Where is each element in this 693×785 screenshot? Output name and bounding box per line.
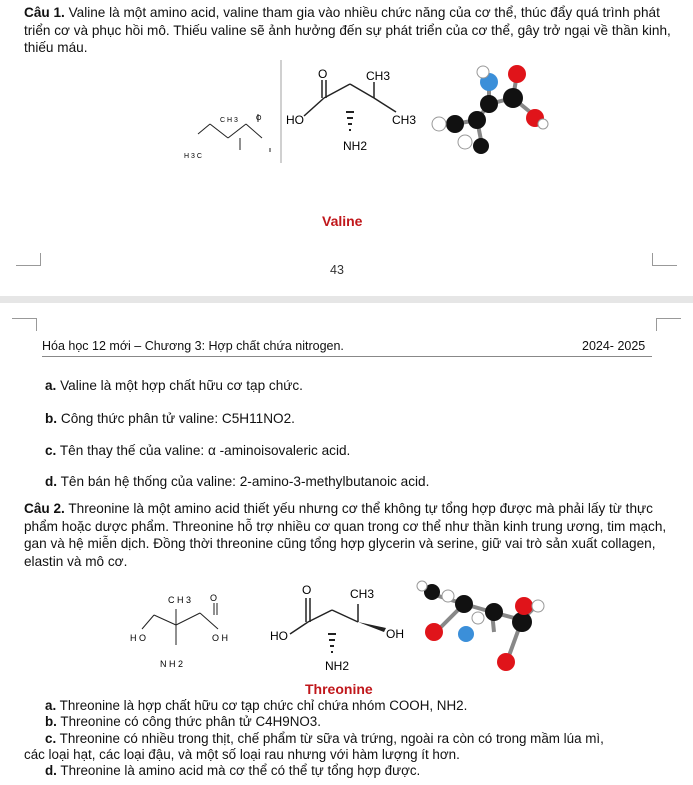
threonine-skel-nh2: N H 2 xyxy=(160,659,184,669)
carbon-atom xyxy=(512,612,532,632)
threonine-formula-o: O xyxy=(302,583,312,597)
valine-skel-o: O xyxy=(256,115,262,122)
crop-mark xyxy=(656,318,681,331)
q2-option-c: c. Threonine có nhiều trong thịt, chế phẩm từ sữa và trứng, ngoài ra còn có trong mầm lúa mì, xyxy=(45,731,604,746)
carbon-atom xyxy=(485,603,503,621)
threonine-structural-formula xyxy=(268,578,413,678)
hydrogen-atom xyxy=(432,117,446,131)
hydrogen-atom xyxy=(477,66,489,78)
page-number: 43 xyxy=(330,263,344,277)
hydrogen-atom xyxy=(442,590,454,602)
q2-text: Câu 2. Threonine là một amino acid thiết yếu nhưng cơ thể không tự tổng hợp được mà phải lấy từ thực phẩm hoặc dược phẩm. Threonine hỗ trợ nhiều cơ quan trong cơ thể như thần kinh trung ương, tim mạch, gan và hệ miễn dịch. Đồng thời threonine cũng tổng hợp glycerin và serine, giữ vai trò sản xuất collagen, elastin và mô cơ. xyxy=(24,501,667,569)
crop-mark xyxy=(16,253,41,266)
threonine-caption: Threonine xyxy=(305,681,373,697)
q2-option-a: a. Threonine là hợp chất hữu cơ tạp chức chỉ chứa nhóm COOH, NH2. xyxy=(45,698,468,713)
carbon-atom xyxy=(455,595,473,613)
q1-option-d: d. Tên bán hệ thống của valine: 2-amino-3-methylbutanoic acid. xyxy=(45,474,430,489)
page-header-right: 2024- 2025 xyxy=(582,339,646,353)
q1-option-c: c. Tên thay thế của valine: α -aminoisovaleric acid. xyxy=(45,443,351,458)
threonine-skel-o: O xyxy=(210,593,218,603)
threonine-skel-ch3: C H 3 xyxy=(168,595,192,605)
valine-structural-formula xyxy=(282,62,422,162)
crop-mark xyxy=(12,318,37,331)
valine-skel-h3c: H 3 C xyxy=(184,153,202,160)
q2-option-d: d. Threonine là amino acid mà cơ thể có thể tự tổng hợp được. xyxy=(45,763,421,778)
crop-mark xyxy=(652,253,677,266)
valine-skeletal-structure xyxy=(178,108,278,168)
carbon-atom xyxy=(503,88,523,108)
q2-option-c-continued: các loại hạt, các loại đậu, và một số loại rau nhưng với hàm lượng ít hơn. xyxy=(24,747,460,762)
q2-option-b: b. Threonine có công thức phân tử C4H9NO3. xyxy=(45,714,321,729)
header-rule xyxy=(42,356,652,357)
nitrogen-atom xyxy=(458,626,474,642)
threonine-formula-ch3: CH3 xyxy=(350,587,375,601)
page-separator xyxy=(0,296,693,303)
carbon-atom xyxy=(480,95,498,113)
valine-skel-ch3: C H 3 xyxy=(220,117,238,124)
valine-formula-o: O xyxy=(318,67,328,81)
q2-label: Câu 2. xyxy=(24,501,65,516)
hydrogen-atom xyxy=(458,135,472,149)
hydrogen-atom xyxy=(417,581,427,591)
page-header-left: Hóa học 12 mới – Chương 3: Hợp chất chứa nitrogen. xyxy=(42,339,344,353)
threonine-skel-ho: H O xyxy=(130,633,147,643)
valine-formula-ch3-right: CH3 xyxy=(392,113,417,127)
hydrogen-atom xyxy=(472,612,484,624)
valine-formula-nh2: NH2 xyxy=(343,139,368,153)
oxygen-atom xyxy=(515,597,533,615)
threonine-ball-and-stick-model xyxy=(414,578,554,674)
oxygen-atom xyxy=(425,623,443,641)
valine-formula-ho: HO xyxy=(286,113,304,127)
threonine-skel-oh: O H xyxy=(212,633,229,643)
valine-ball-and-stick-model xyxy=(425,62,560,162)
threonine-formula-ho: HO xyxy=(270,629,288,643)
q1-label: Câu 1. xyxy=(24,5,65,20)
hydrogen-atom xyxy=(538,119,548,129)
q1-option-b: b. Công thức phân tử valine: C5H11NO2. xyxy=(45,411,295,426)
valine-caption: Valine xyxy=(322,213,363,229)
threonine-formula-nh2: NH2 xyxy=(325,659,350,673)
carbon-atom xyxy=(473,138,489,154)
q1-option-a: a. Valine là một hợp chất hữu cơ tạp chức. xyxy=(45,378,303,393)
threonine-formula-oh: OH xyxy=(386,627,404,641)
oxygen-atom xyxy=(508,65,526,83)
wedge-bond xyxy=(358,622,386,632)
oxygen-atom xyxy=(497,653,515,671)
q1-text: Câu 1. Valine là một amino acid, valine tham gia vào nhiều chức năng của cơ thể, thúc đẩy quá trình phát triển cơ và phục hồi mô. Thiếu valine sẽ ảnh hưởng đến sự phát triển của cơ thể, gây trở ngại về thần kinh, thiếu máu. xyxy=(24,5,671,55)
valine-formula-ch3-top: CH3 xyxy=(366,69,391,83)
hydrogen-atom xyxy=(532,600,544,612)
carbon-atom xyxy=(446,115,464,133)
carbon-atom xyxy=(468,111,486,129)
threonine-skeletal-structure xyxy=(128,585,248,677)
